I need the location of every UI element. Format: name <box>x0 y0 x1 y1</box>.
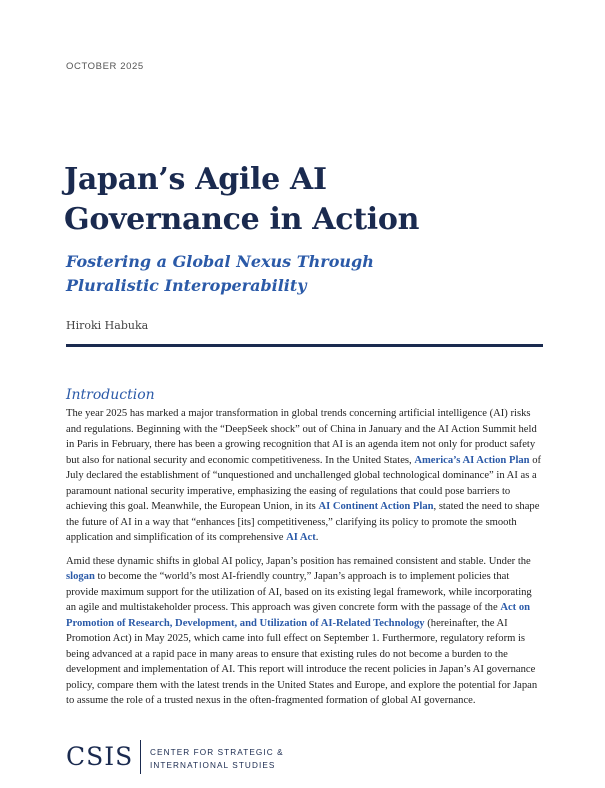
p2-text-2: to become the “world’s most AI-friendly country,” Japan’s approach is to implement policies that provide maximum support for the utilization of AI, based on its existing legal framework, while incorporating an agile and multistakeholder process. This approach was given concrete form with the passage of the <box>66 571 532 613</box>
paragraph-2 <box>66 554 544 709</box>
p1-text-4: . <box>315 532 319 543</box>
title-line-1: Japan’s Agile AI <box>64 162 327 197</box>
title-line-2: Governance in Action <box>64 202 420 237</box>
organization-name <box>150 746 284 772</box>
report-title <box>64 160 544 240</box>
org-line-2: INTERNATIONAL STUDIES <box>150 761 276 770</box>
org-line-1: CENTER FOR STRATEGIC & <box>150 748 284 757</box>
author-name: Hiroki Habuka <box>66 319 149 332</box>
p2-text-1: Amid these dynamic shifts in global AI policy, Japan’s position has remained consistent and stable. Under the <box>66 555 531 567</box>
link-ai-continent-action-plan[interactable]: AI Continent Action Plan <box>318 501 434 512</box>
link-ai-act[interactable]: AI Act <box>286 532 316 543</box>
logo-divider <box>140 740 141 774</box>
csis-logo <box>66 738 366 778</box>
link-ai-promotion-act[interactable]: Act on Promotion of Research, Development, and Utilization of AI-Related Technology <box>66 602 531 629</box>
subtitle-line-1: Fostering a Global Nexus Through <box>66 252 374 271</box>
link-americas-ai-action-plan[interactable]: America’s AI Action Plan <box>414 454 530 466</box>
p2-text-3: (hereinafter, the AI Promotion Act) in May 2025, which came into full effect on September 1. Furthermore, regulatory reform is being advanced at a rapid pace in many areas to ensure that existing rules do not become a burden to the development and implementation of AI. This report will introduce the recent policies in Japan’s AI governance policy, compare them with the latest trends in the United States and Europe, and explore the potential for Japan to assume the role of a trusted nexus in the often-fragmented formation of global AI governance. <box>66 617 538 706</box>
body-text <box>66 406 544 717</box>
p1-text-3: , stated the need to shape the future of AI in a way that “enhances [its] competitiveness,” clarifying its policy to promote the smooth application and simplification of its comprehensive <box>66 501 540 543</box>
header-divider <box>66 344 543 347</box>
subtitle-line-2: Pluralistic Interoperability <box>66 276 307 295</box>
link-slogan[interactable]: slogan <box>66 571 95 582</box>
publication-date: OCTOBER 2025 <box>66 61 144 72</box>
p1-text-1: The year 2025 has marked a major transformation in global trends concerning artificial intelligence (AI) risks and regulations. Beginning with the “DeepSeek shock” out of China in January and the AI Action Summit held in Paris in February, there has been a growing recognition that AI is an agenda item not only for product safety but also for national security and economic competitiveness. In the United States, <box>66 408 537 466</box>
p1-text-2: of July declared the establishment of “unquestioned and unchallenged global technological dominance” in AI as a paramount national security imperative, emphasizing the easing of regulations that could pose barriers to achieving this goal. Meanwhile, the European Union, in its <box>66 454 542 512</box>
section-heading-introduction: Introduction <box>66 387 155 403</box>
csis-logo-text: CSIS <box>66 742 134 771</box>
report-subtitle <box>66 250 546 298</box>
paragraph-1 <box>66 406 544 546</box>
